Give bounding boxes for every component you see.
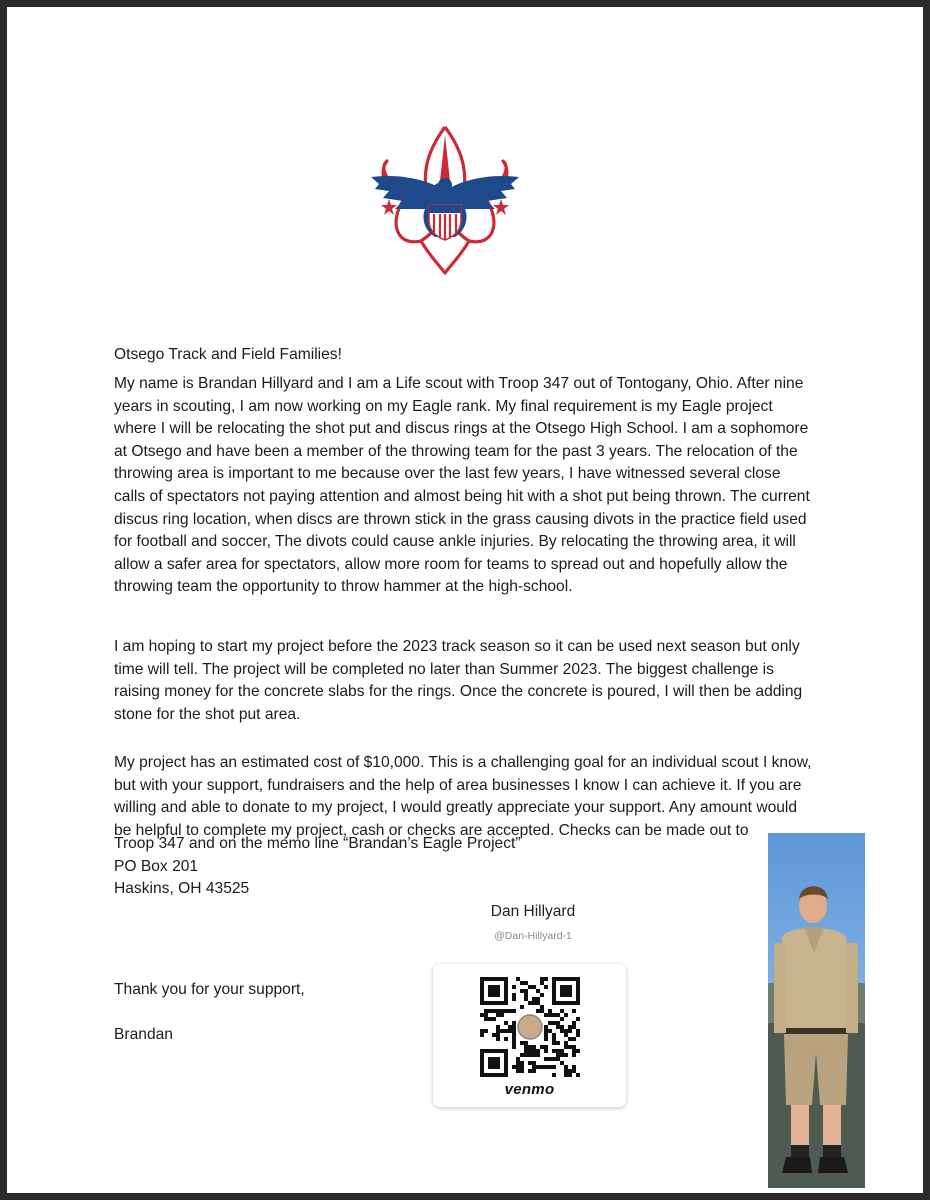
address-line: Haskins, OH 43525 xyxy=(114,880,250,898)
mailing-address xyxy=(114,833,814,901)
letter-page xyxy=(7,7,923,1193)
address-line: PO Box 201 xyxy=(114,857,199,875)
letter-greeting: Otsego Track and Field Families! xyxy=(114,345,342,363)
venmo-account-name: Dan Hillyard xyxy=(490,903,576,920)
scouts-emblem-logo xyxy=(359,121,531,277)
venmo-account-handle: @Dan-Hillyard-1 xyxy=(494,930,572,942)
body-paragraph-donation xyxy=(114,752,814,842)
paragraph-text: My name is Brandan Hillyard and I am a Life scout with Troop 347 out of Tontogany, Ohio. After nine years in scouting, I am now working on my Eagle rank. My final requirement is my Eagle project where I will be relocating the shot put and discus rings at the Otsego High School. I am a sophomore at Otsego and have been a member of the throwing team for the past 3 years. The relocation of the throwing area is important to me because over the last few years, I have witnessed several close calls of spectators not paying attention and almost being hit with a shot put being thrown. The current discus ring location, when discs are thrown stick in the grass causing divots in the practice field used for football and soccer, The divots could cause ankle injuries. By relocating the throwing area, it will allow a safer area for spectators, allow more room for teams to spread out and hopefully allow the throwing team the opportunity to throw hammer at the high-school. xyxy=(114,375,810,596)
scout-photo xyxy=(768,833,865,1188)
paragraph-text: My project has an estimated cost of $10,000. This is a challenging goal for an individual scout I know, but with your support, fundraisers and the help of area businesses I know I can achieve it. If you are willing and able to donate to my project, I would greatly appreciate your support. Any amount would be helpful to complete my project, cash or checks are accepted. Checks can be made out to xyxy=(114,754,812,839)
body-paragraph-timeline xyxy=(114,636,814,726)
paragraph-text: I am hoping to start my project before the 2023 track season so it can be used next season but only time will tell. The project will be completed no later than Summer 2023. The biggest challenge is raising money for the concrete slabs for the rings. Once the concrete is poured, I will then be adding stone for the shot put area. xyxy=(114,638,803,723)
venmo-logo: venmo xyxy=(504,1081,555,1098)
address-line: Troop 347 and on the memo line “Brandan’s Eagle Project” xyxy=(114,835,521,852)
venmo-qr-card[interactable] xyxy=(433,964,626,1107)
letter-signature: Brandan xyxy=(114,1025,173,1043)
letter-closing: Thank you for your support, xyxy=(114,980,305,998)
qr-code-icon[interactable] xyxy=(480,977,580,1077)
body-paragraph-intro xyxy=(114,373,814,599)
